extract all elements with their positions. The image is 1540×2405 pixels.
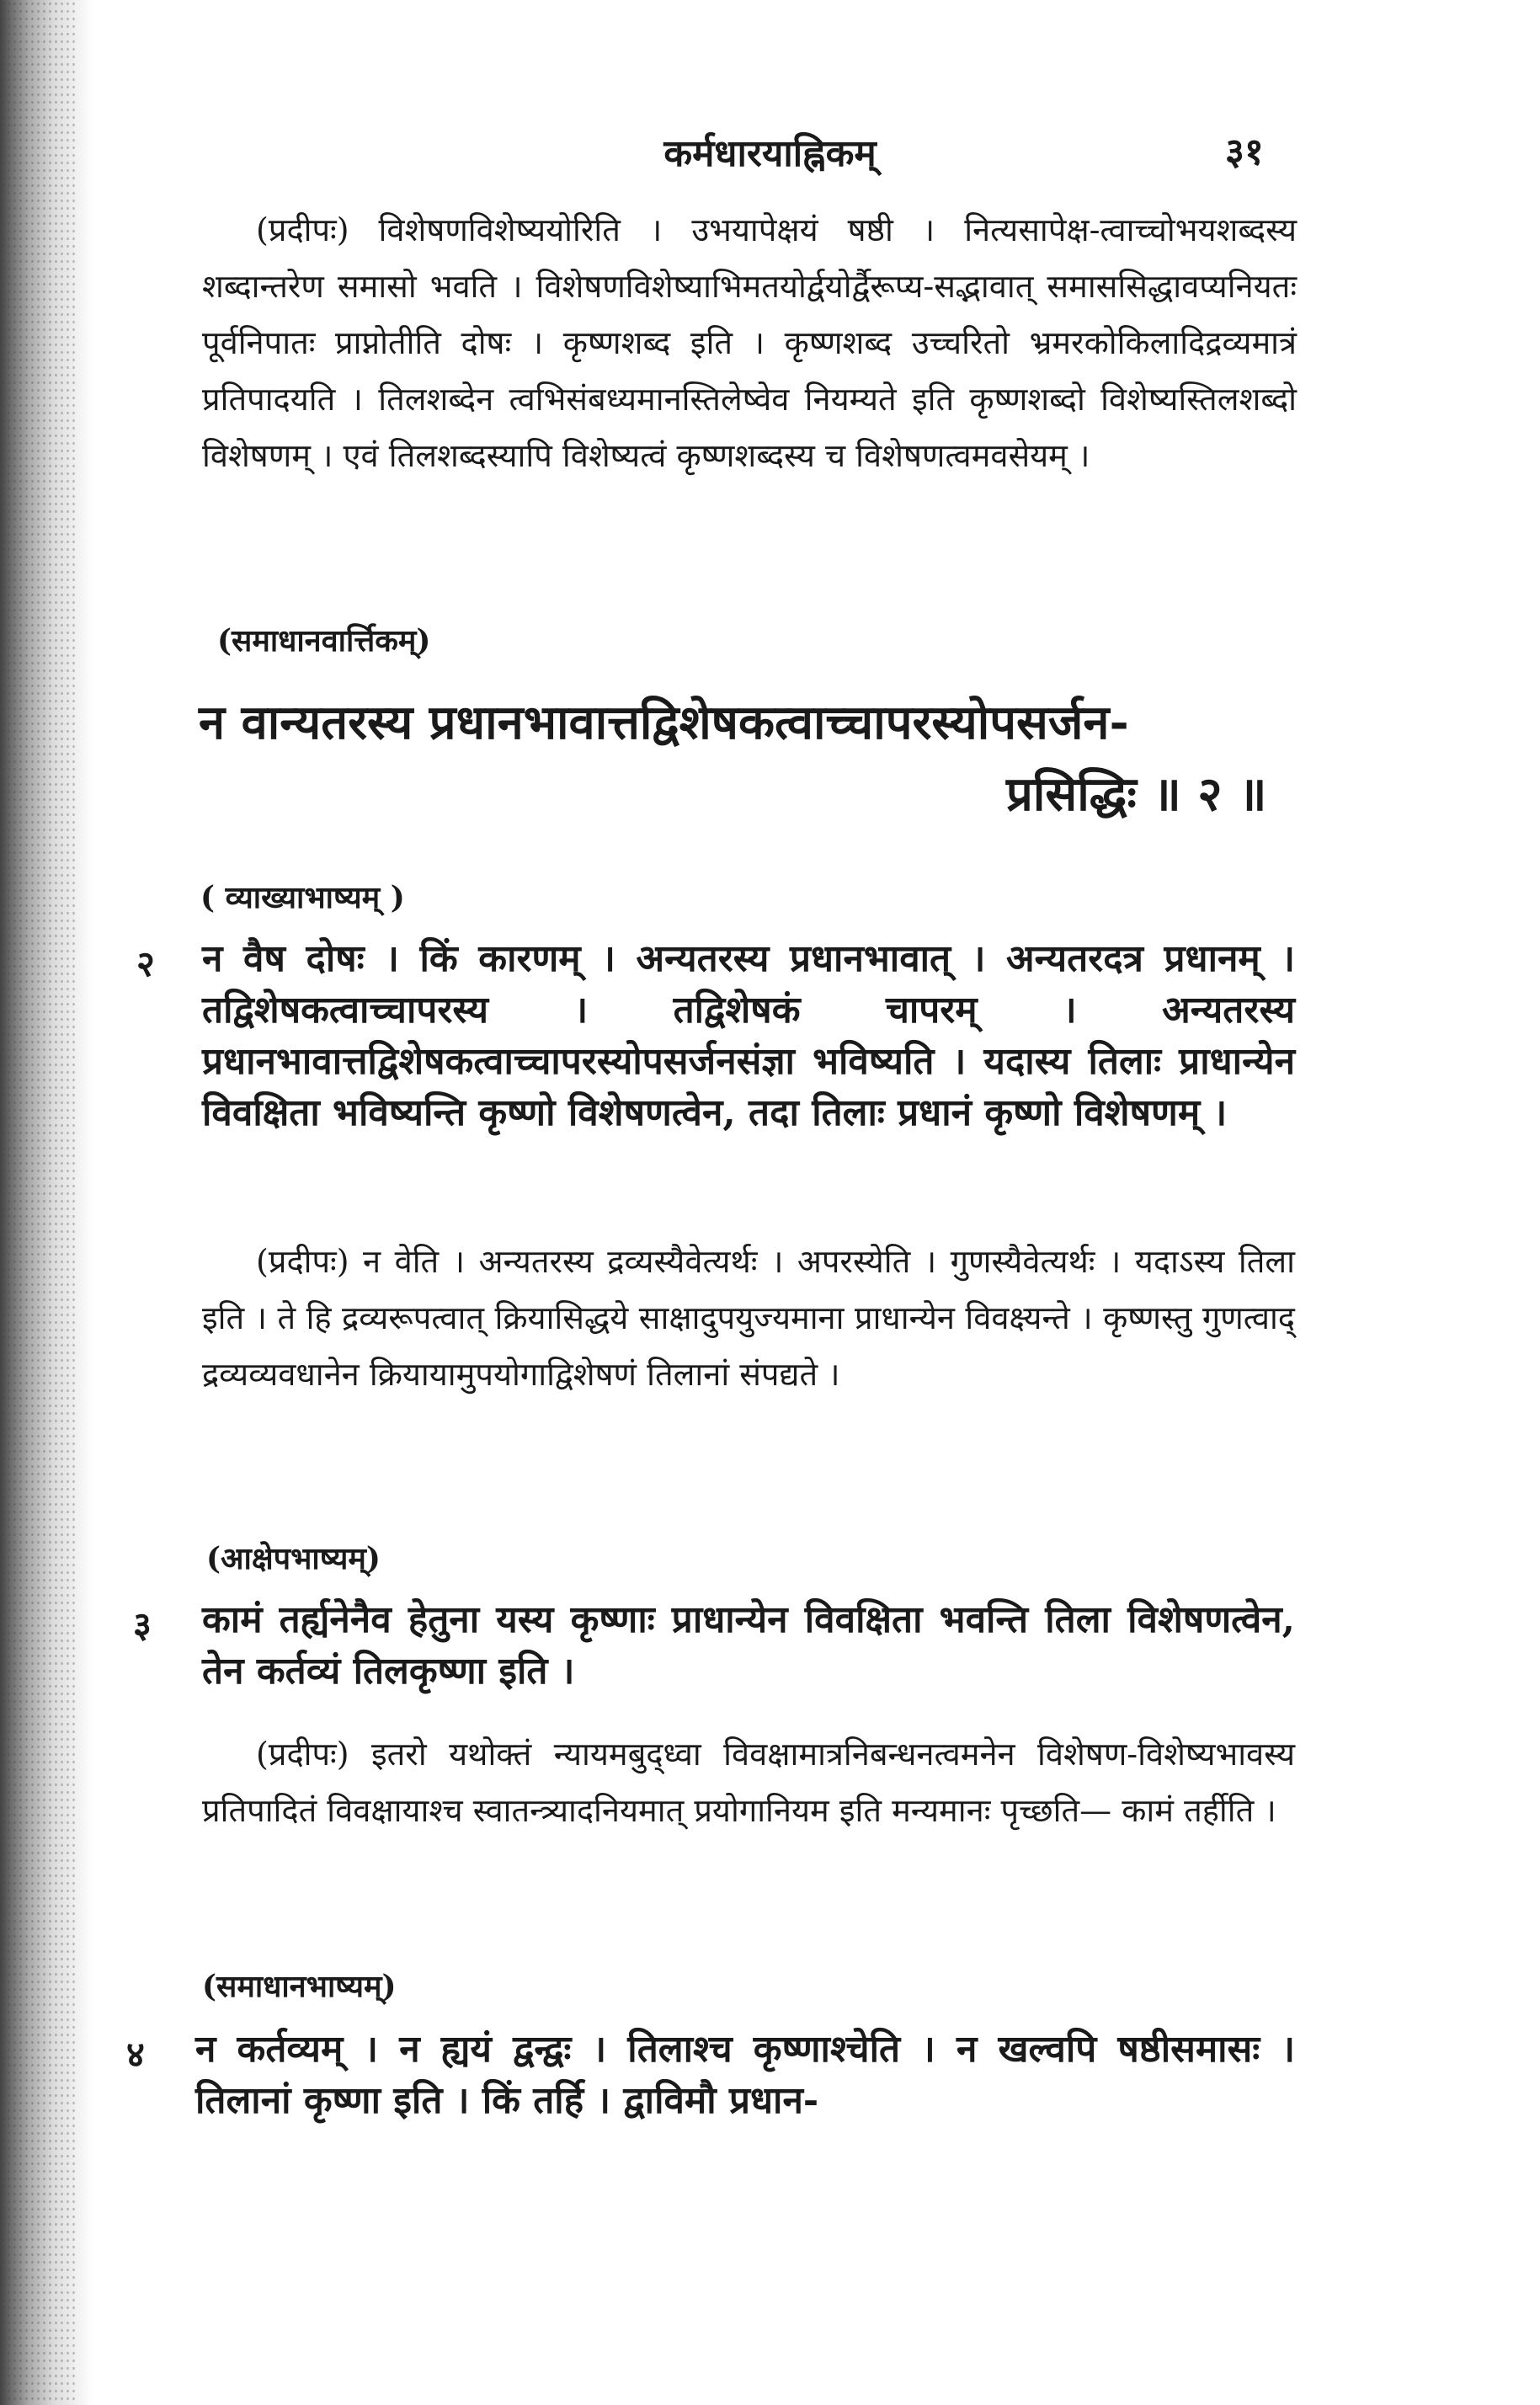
scan-noise	[0, 0, 76, 2405]
bhashya-paragraph-3: कामं तर्ह्यनेनैव हेतुना यस्य कृष्णाः प्राधान्येन विवक्षिता भवन्ति तिला विशेषणत्वेन, तेन कर्तव्यं तिलकृष्णा इति ।	[202, 1598, 1295, 1693]
pradipa-commentary-1: (प्रदीपः) विशेषणविशेष्ययोरिति । उभयापेक्षयं षष्ठी । नित्यसापेक्ष-त्वाच्चोभयशब्दस्य शब्दान्तरेण समासो भवति । विशेषणविशेष्याभिमतयोर्द्वयोर्द्वैरूप्य-सद्भावात् समाससिद्धावप्यनियतः पूर्वनिपातः प्राप्नोतीति दोषः । कृष्णशब्द इति । कृष्णशब्द उच्चरितो भ्रमरकोकिलादिद्रव्यमात्रं प्रतिपादयति । तिलशब्देन त्वभिसंबध्यमानस्तिलेष्वेव नियम्यते इति कृष्णशब्दो विशेष्यस्तिलशब्दो विशेषणम् । एवं तिलशब्दस्यापि विशेष्यत्वं कृष्णशब्दस्य च विशेषणत्वमवसेयम् ।	[202, 211, 1297, 474]
pradipa-commentary-2: (प्रदीपः) न वेति । अन्यतरस्य द्रव्यस्यैवेत्यर्थः । अपरस्येति । गुणस्यैवेत्यर्थः । यदाऽस्य तिला इति । ते हि द्रव्यरूपत्वात् क्रियासिद्धये साक्षादुपयुज्यमाना प्राधान्येन विवक्ष्यन्ते । कृष्णस्तु गुणत्वाद् द्रव्यव्यवधानेन क्रियायामुपयोगाद्विशेषणं तिलानां संपद्यते ।	[202, 1243, 1295, 1393]
varttika-line-2: प्रसिद्धिः ॥ २ ॥	[1006, 766, 1267, 822]
pradipa-commentary-3: (प्रदीपः) इतरो यथोक्तं न्यायमबुद्ध्वा विवक्षामात्रनिबन्धनत्वमनेन विशेषण-विशेष्यभावस्य प्रतिपादितं विवक्षायाश्च स्वातन्त्र्याद‌नियमात् प्रयोगानियम इति मन्यमानः पृच्छति— कामं तर्हीति ।	[202, 1736, 1295, 1829]
bhashya-paragraph-2: न वैष दोषः । किं कारणम् । अन्यतरस्य प्रधानभावात् । अन्यतरदत्र प्रधानम् । तद्विशेषकत्वाच्चापरस्य । तद्विशेषकं चापरम् । अन्यतरस्य प्रधानभावात्तद्विशेषकत्वाच्चापरस्योपसर्जनसंज्ञा भविष्यति । यदास्य तिलाः प्राधान्येन विवक्षिता भविष्यन्ति कृष्णो विशेषणत्वेन, तदा तिलाः प्रधानं कृष्णो विशेषणम् ।	[202, 937, 1295, 1134]
section-label-samadhana-varttika: (समाधानवार्त्तिकम्)	[217, 623, 431, 659]
varttika-line-1: न वान्यतरस्य प्रधानभावात्तद्विशेषकत्वाच्चापरस्योपसर्जन-	[199, 695, 1129, 750]
running-header-title: कर्मधारयाह्निकम्	[663, 132, 877, 175]
section-label-akshepa-bhashya: (आक्षेपभाष्यम्)	[206, 1541, 381, 1576]
paragraph-number-4: ४	[126, 2034, 145, 2075]
paragraph-number-2: २	[136, 943, 155, 984]
section-label-vyakhya-bhashya: ( व्याख्याभाष्यम् )	[200, 880, 405, 915]
page-number: ३१	[1225, 131, 1264, 173]
paragraph-number-3: ३	[133, 1604, 152, 1645]
bhashya-paragraph-4: न कर्तव्यम् । न ह्ययं द्वन्द्वः । तिलाश्च कृष्णाश्चेति । न खल्वपि षष्ठीसमासः । तिलानां कृष्णा इति । किं तर्हि । द्वाविमौ प्रधान-	[195, 2028, 1295, 2122]
section-label-samadhana-bhashya: (समाधानभाष्यम्)	[202, 1969, 397, 2004]
